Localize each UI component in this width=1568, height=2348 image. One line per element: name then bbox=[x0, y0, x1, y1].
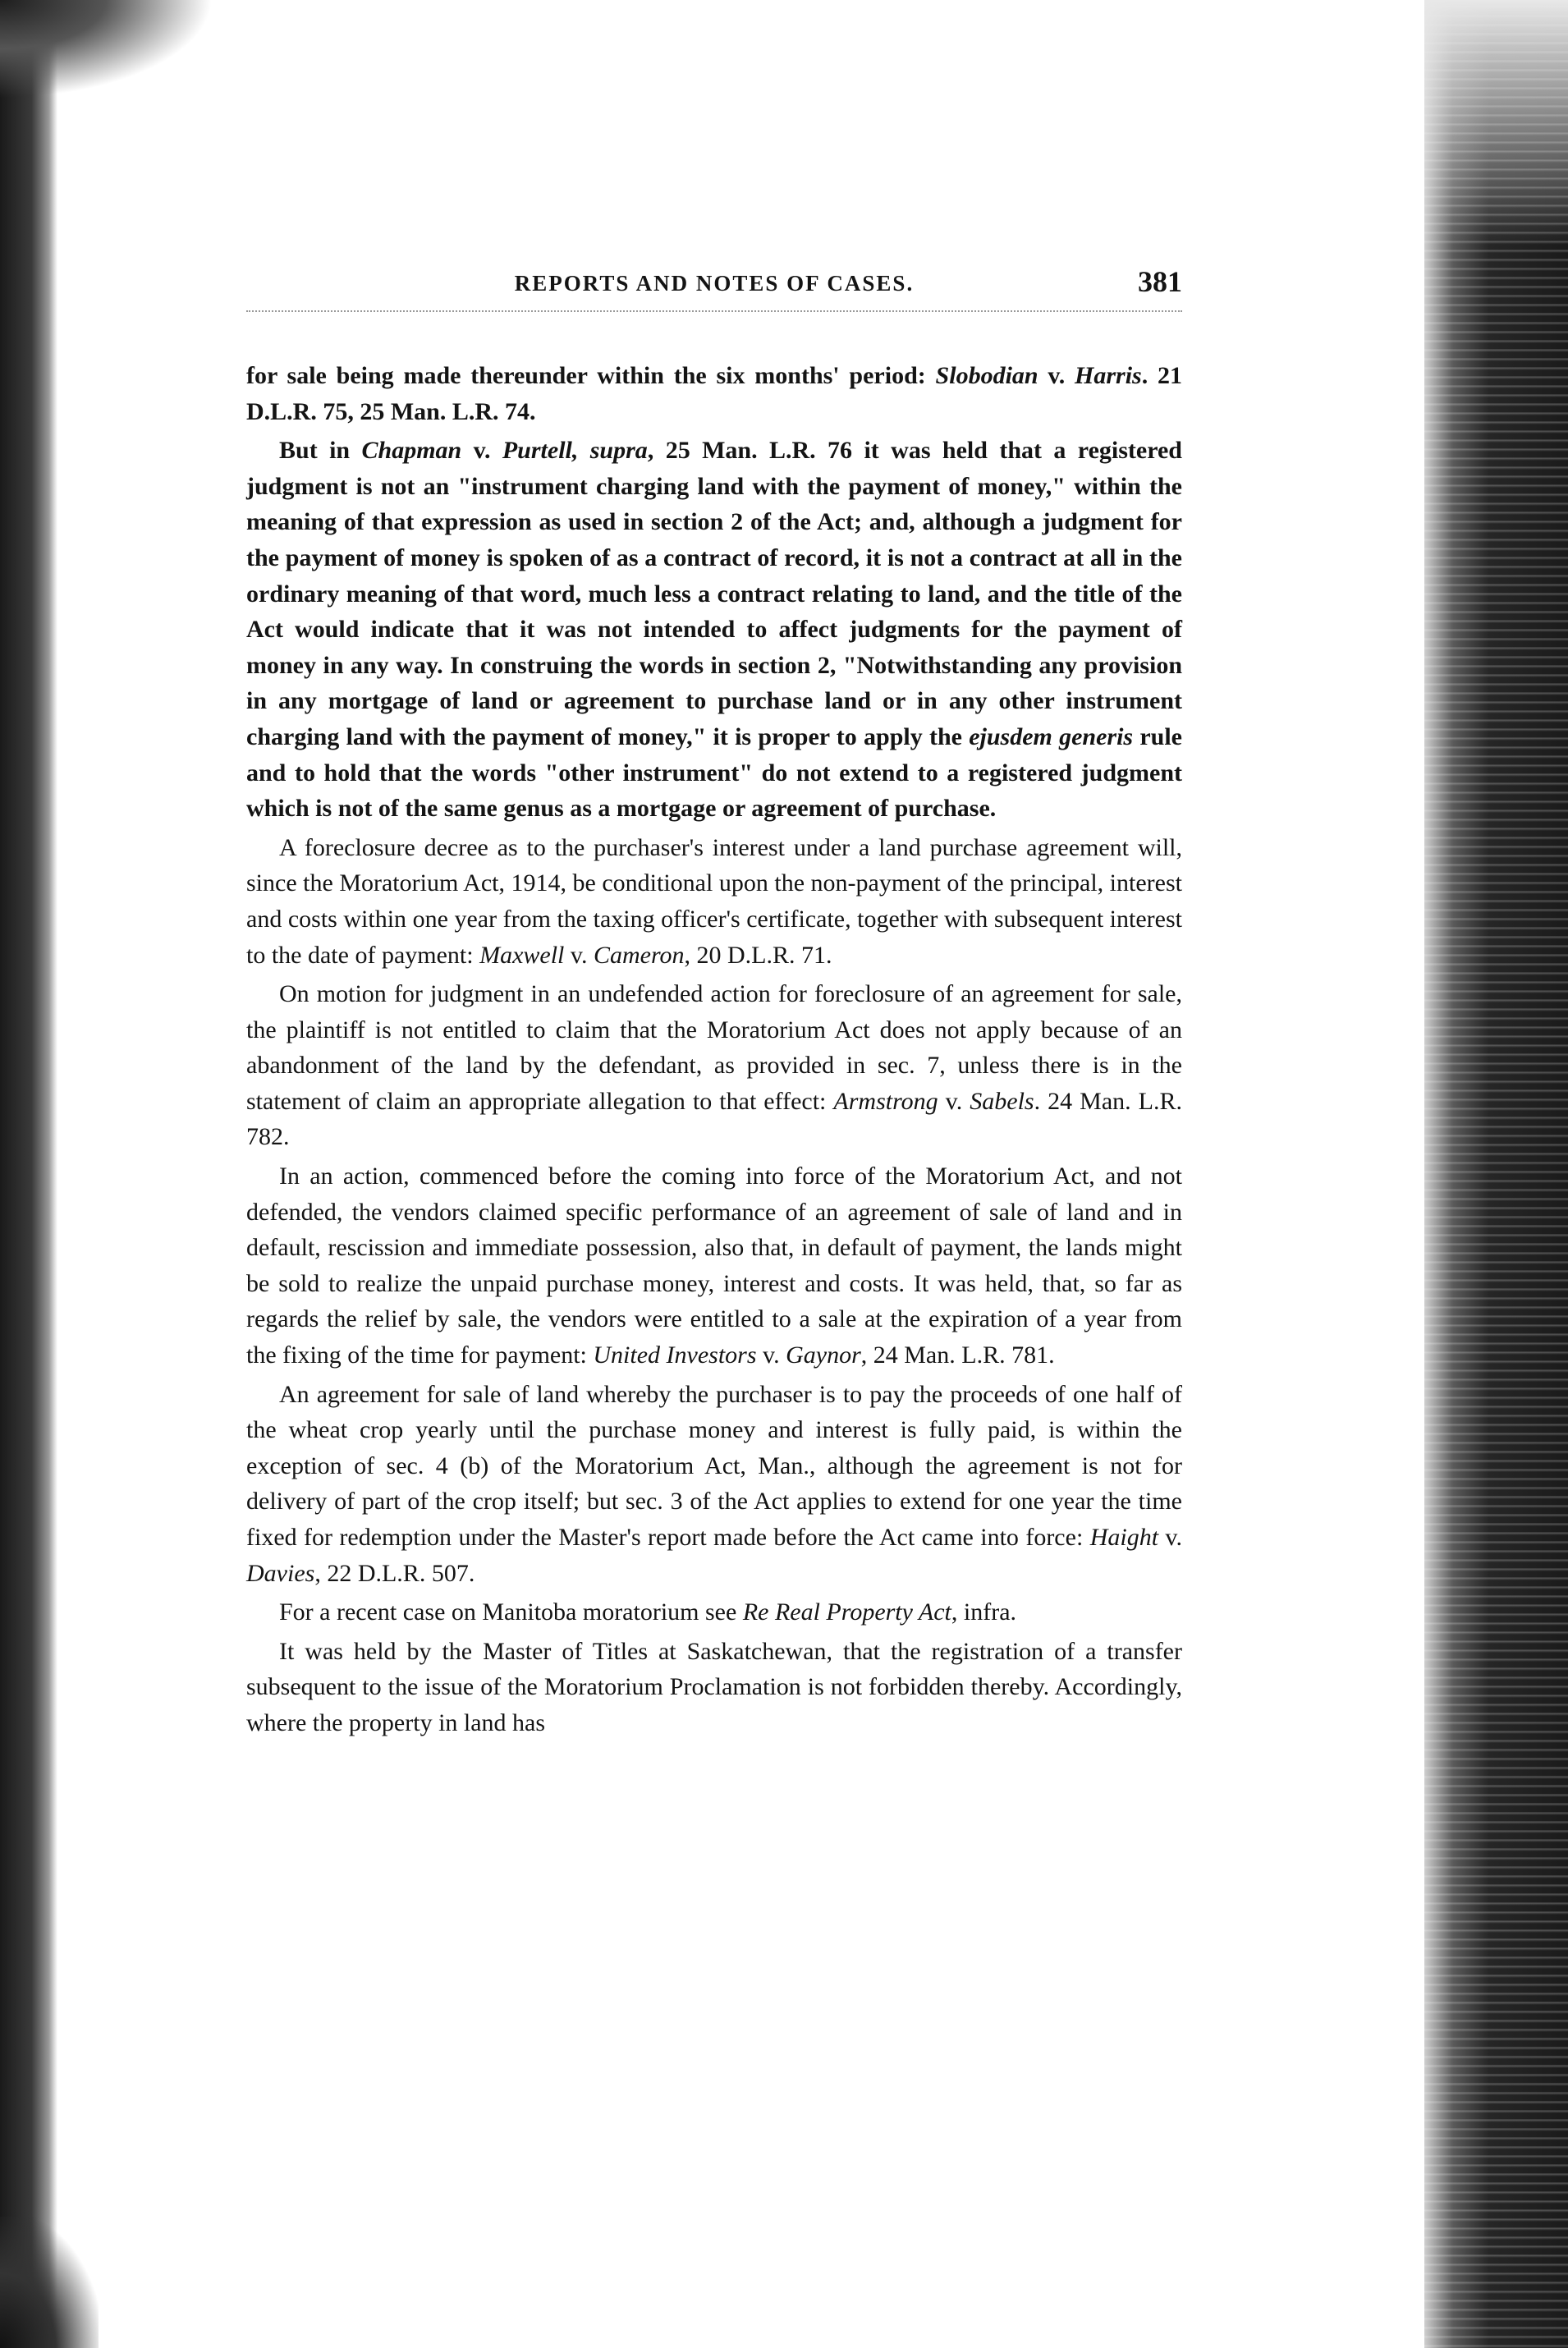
text-run: , infra. bbox=[951, 1598, 1017, 1626]
text-run: , 22 D.L.R. 507. bbox=[314, 1559, 475, 1587]
page-number: 381 bbox=[1138, 265, 1182, 298]
case-name: United Investors bbox=[593, 1341, 757, 1369]
text-run: v. bbox=[1038, 362, 1075, 389]
text-run: for sale being made thereunder within the six months' period: bbox=[246, 362, 936, 389]
case-name: Harris bbox=[1075, 362, 1142, 389]
scan-shadow-left bbox=[0, 0, 57, 2348]
running-head bbox=[246, 261, 1182, 312]
text-run: , 24 Man. L.R. 781. bbox=[860, 1341, 1055, 1369]
text-run: rule and to hold that the words "other instrument" do not extend to a registered judgment which is not of the same genus as a mortgage or agreement of purchase. bbox=[246, 722, 1182, 823]
paragraph bbox=[246, 1158, 1182, 1373]
case-name: Gaynor bbox=[786, 1341, 861, 1369]
scan-shadow-right-top bbox=[1424, 0, 1568, 246]
paragraph bbox=[246, 358, 1182, 429]
paragraph bbox=[246, 976, 1182, 1155]
text-run: v. bbox=[461, 437, 502, 465]
paragraph bbox=[246, 1594, 1182, 1630]
text-run: . 24 Man. L.R. 782. bbox=[246, 1087, 1182, 1151]
text-run: But in bbox=[279, 437, 362, 465]
text-run: A foreclosure decree as to the purchaser's interest under a land purchase agreement will, since the Moratorium Act, 1914, be conditional upon the non-payment of the principal, interest and costs within one year from the taxing officer's certificate, together with subsequent interest to the date of payment: bbox=[246, 833, 1182, 969]
text-run: v. bbox=[1158, 1524, 1182, 1551]
paragraph bbox=[246, 830, 1182, 973]
document-page bbox=[246, 261, 1182, 1741]
case-name: Purtell, supra bbox=[502, 437, 648, 465]
case-name: Haight bbox=[1089, 1524, 1159, 1551]
scan-shadow-bottom-left bbox=[0, 2217, 99, 2348]
case-name: Slobodian bbox=[935, 362, 1038, 389]
case-name: ejusdem generis bbox=[969, 722, 1134, 750]
case-name: Maxwell bbox=[479, 941, 565, 969]
scan-shadow-top-left bbox=[0, 0, 213, 99]
text-run: , 20 D.L.R. 71. bbox=[684, 941, 832, 969]
case-name: Re Real Property Act bbox=[742, 1598, 951, 1626]
text-run: On motion for judgment in an undefended action for foreclosure of an agreement for sale, the plaintiff is not entitled to claim that the Moratorium Act does not apply because of an abandonment of the land by the defendant, as provided in sec. 7, unless there is in the statement of claim an appropriate allegation to that effect: bbox=[246, 980, 1182, 1115]
paragraph bbox=[246, 1377, 1182, 1592]
case-name: Cameron bbox=[593, 941, 685, 969]
paragraph bbox=[246, 433, 1182, 827]
case-name: Chapman bbox=[361, 437, 462, 465]
text-run: v. bbox=[564, 941, 594, 969]
text-run: For a recent case on Manitoba moratorium see bbox=[279, 1598, 743, 1626]
text-run: It was held by the Master of Titles at Saskatchewan, that the registration of a transfer subsequent to the issue of the Moratorium Proclamation is not forbidden thereby. Accordingly, where the property in land has bbox=[246, 1637, 1182, 1736]
text-run: An agreement for sale of land whereby the purchaser is to pay the proceeds of one half of the wheat crop yearly until the purchase money and interest is fully paid, is within the exception of sec. 4 (b) of the Moratorium Act, Man., although the agreement is not for delivery of part of the crop itself; but sec. 3 of the Act applies to extend for one year the time fixed for redemption under the Master's report made before the Act came into force: bbox=[246, 1380, 1182, 1551]
scan-shadow-right bbox=[1424, 0, 1568, 2348]
running-title: REPORTS AND NOTES OF CASES. bbox=[514, 271, 915, 296]
text-run: , 25 Man. L.R. 76 it was held that a registered judgment is not an "instrument charging land with the payment of money," within the meaning of that expression as used in section 2 of the Act; and, although a judgment for the payment of money is spoken of as a contract of record, it is not a contract at all in the ordinary meaning of that word, much less a contract relating to land, and the title of the Act would indicate that it was not intended to affect judgments for the payment of money in any way. In construing the words in section 2, "Notwithstanding any provision in any mortgage of land or agreement to purchase land or in any other instrument charging land with the payment of money," it is proper to apply the bbox=[246, 437, 1182, 750]
text-run: . 21 D.L.R. 75, 25 Man. L.R. 74. bbox=[246, 362, 1183, 425]
case-name: Armstrong bbox=[833, 1087, 938, 1115]
case-name: Sabels bbox=[970, 1087, 1034, 1115]
paragraph bbox=[246, 1634, 1182, 1741]
text-run: v. bbox=[938, 1087, 970, 1115]
body-text bbox=[246, 358, 1182, 1741]
text-run: v. bbox=[756, 1341, 786, 1369]
text-run: In an action, commenced before the coming into force of the Moratorium Act, and not defended, the vendors claimed specific performance of an agreement of sale of land and in default, rescission and immediate possession, also that, in default of payment, the lands might be sold to realize the unpaid purchase money, interest and costs. It was held, that, so far as regards the relief by sale, the vendors were entitled to a sale at the expiration of a year from the fixing of the time for payment: bbox=[246, 1163, 1182, 1369]
case-name: Davies bbox=[246, 1559, 315, 1587]
